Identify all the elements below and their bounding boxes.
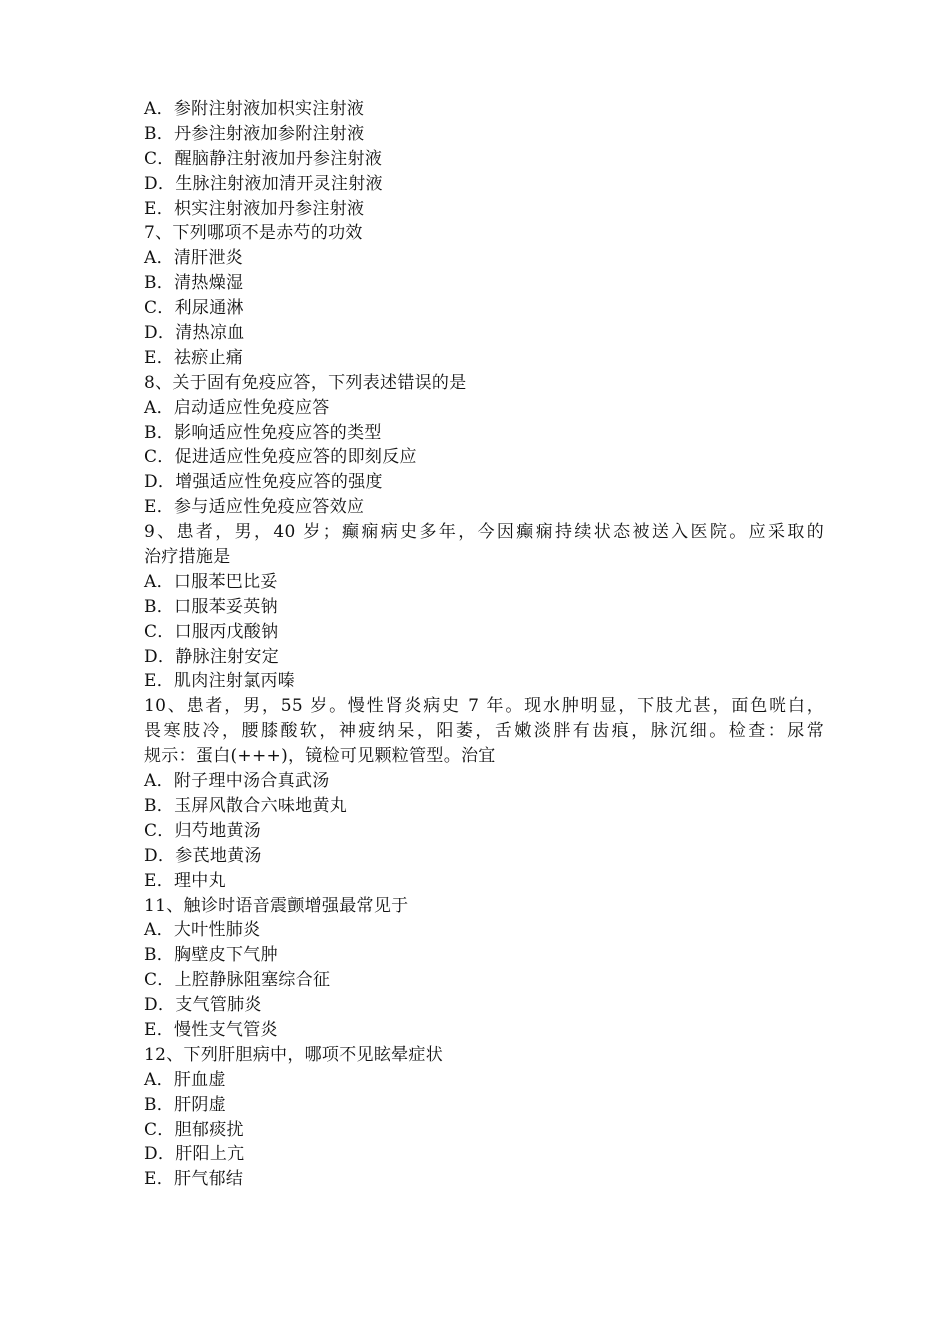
question-text: 7、下列哪项不是赤芍的功效 bbox=[144, 223, 363, 244]
question-text: 畏寒肢冷，腰膝酸软，神疲纳呆，阳萎，舌嫩淡胖有齿痕，脉沉细。检查：尿常 bbox=[144, 721, 824, 742]
answer-option: A．附子理中汤合真武汤 bbox=[144, 771, 330, 792]
answer-option: D．生脉注射液加清开灵注射液 bbox=[144, 173, 383, 194]
answer-option: E．肝气郁结 bbox=[144, 1169, 244, 1190]
answer-option: E．祛瘀止痛 bbox=[144, 347, 244, 368]
answer-option: C．胆郁痰扰 bbox=[144, 1119, 244, 1140]
question-text: 11、触诊时语音震颤增强最常见于 bbox=[144, 895, 409, 916]
answer-option: B．影响适应性免疫应答的类型 bbox=[144, 422, 382, 443]
question-text: 9、患者，男，40 岁；癫痫病史多年，今因癫痫持续状态被送入医院。应采取的 bbox=[144, 522, 824, 543]
answer-option: E．理中丸 bbox=[144, 870, 226, 891]
answer-option: E．慢性支气管炎 bbox=[144, 1019, 278, 1040]
answer-option: A．参附注射液加枳实注射液 bbox=[144, 99, 365, 119]
answer-option: A．启动适应性免疫应答 bbox=[144, 397, 330, 418]
answer-option: C．上腔静脉阻塞综合征 bbox=[144, 970, 331, 991]
question-text: 12、下列肝胆病中，哪项不见眩晕症状 bbox=[144, 1044, 444, 1065]
answer-option: D．增强适应性免疫应答的强度 bbox=[144, 472, 383, 493]
answer-option: B．胸壁皮下气肿 bbox=[144, 945, 278, 966]
answer-option: B．丹参注射液加参附注射液 bbox=[144, 123, 365, 144]
answer-option: A．大叶性肺炎 bbox=[144, 920, 261, 941]
answer-option: D．参芪地黄汤 bbox=[144, 845, 262, 866]
answer-option: E．枳实注射液加丹参注射液 bbox=[144, 198, 365, 219]
answer-option: E．肌肉注射氯丙嗪 bbox=[144, 671, 296, 692]
answer-option: B．肝阴虚 bbox=[144, 1094, 226, 1115]
answer-option: C．口服丙戊酸钠 bbox=[144, 621, 279, 642]
answer-option: C．促进适应性免疫应答的即刻反应 bbox=[144, 447, 417, 468]
answer-option: A．肝血虚 bbox=[144, 1069, 226, 1090]
answer-option: B．口服苯妥英钠 bbox=[144, 596, 278, 617]
question-text: 规示：蛋白(+++)，镜检可见颗粒管型。治宜 bbox=[144, 746, 496, 767]
question-text: 治疗措施是 bbox=[144, 547, 231, 568]
answer-option: D．肝阳上亢 bbox=[144, 1144, 245, 1165]
answer-option: A．口服苯巴比妥 bbox=[144, 571, 278, 592]
answer-option: C．归芍地黄汤 bbox=[144, 820, 262, 841]
answer-option: B．清热燥湿 bbox=[144, 273, 244, 294]
question-text: 8、关于固有免疫应答，下列表述错误的是 bbox=[144, 372, 467, 393]
answer-option: D．清热凉血 bbox=[144, 323, 245, 344]
answer-option: B．玉屏风散合六味地黄丸 bbox=[144, 795, 348, 816]
answer-option: A．清肝泄炎 bbox=[144, 248, 244, 269]
question-text: 10、患者，男，55 岁。慢性肾炎病史 7 年。现水肿明显，下肢尤甚，面色咣白， bbox=[144, 696, 824, 717]
answer-option: E．参与适应性免疫应答效应 bbox=[144, 497, 365, 518]
answer-option: C．醒脑静注射液加丹参注射液 bbox=[144, 148, 383, 169]
exam-text-body bbox=[144, 97, 824, 1192]
answer-option: D．静脉注射安定 bbox=[144, 646, 280, 667]
answer-option: D．支气管肺炎 bbox=[144, 995, 262, 1016]
answer-option: C．利尿通淋 bbox=[144, 298, 244, 319]
